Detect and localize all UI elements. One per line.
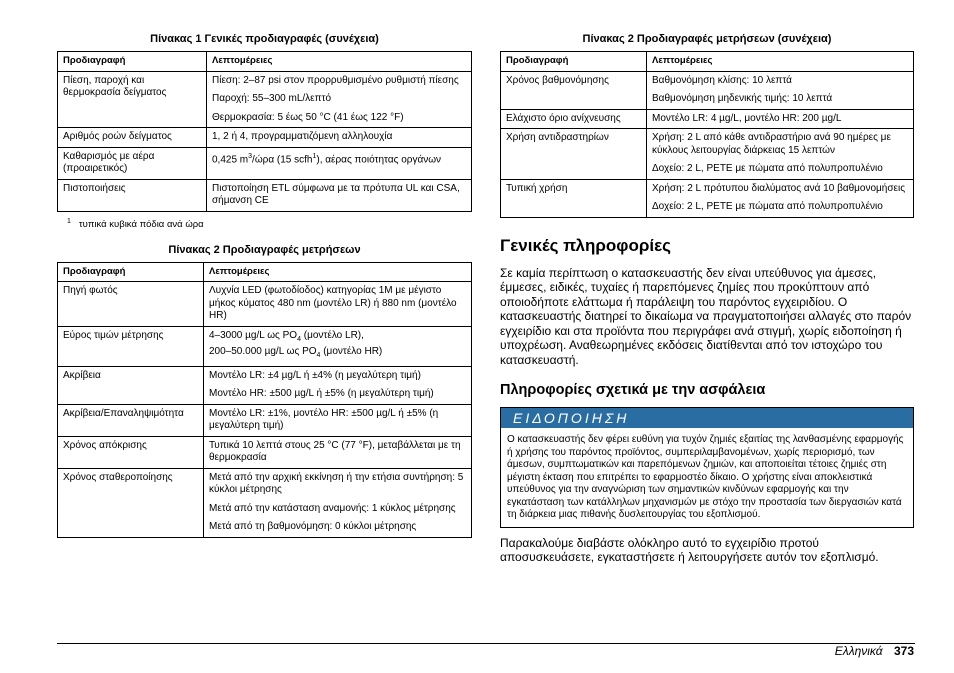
details-cell (207, 147, 472, 179)
general-specs-table (57, 51, 472, 212)
table-row (58, 282, 472, 327)
details-cell: Τυπικά 10 λεπτά στους 25 °C (77 °F), μεταβάλλεται με τη θερμοκρασία (204, 436, 472, 468)
spec-cell: Χρόνος σταθεροποίησης (58, 468, 204, 537)
table-row (501, 129, 914, 180)
spec-cell: Πιστοποιήσεις (58, 179, 207, 211)
table-row (58, 404, 472, 436)
details-line: 0,425 $m^3$/ώρα (15 scfh$^1$), αέρας ποιότητας οργάνων (212, 152, 442, 165)
spec-cell: Τυπική χρήση (501, 179, 647, 217)
table1-footnote: $^1$ τυπικά κυβικά πόδια ανά ώρα (67, 217, 204, 230)
table-row (501, 109, 914, 129)
details-cell: Μοντέλο LR: ±4 µg/L ή ±4% (η μεγαλύτερη τιμή) Μοντέλο HR: ±500 µg/L ή ±5% (η μεγαλύτερη τιμή) (204, 366, 472, 404)
table2-cont-caption: Πίνακας 2 Προδιαγραφές μετρήσεων (συνέχεια) (582, 33, 832, 45)
notice-box (500, 407, 914, 528)
table-row (501, 179, 914, 217)
notice-text: Ο κατασκευαστής δεν φέρει ευθύνη για τυχόν ζημιές εξαιτίας της λανθασμένης εφαρμογής ή χρήσης του παρόντος προϊόντος, συμπεριλαμβανομένων, χωρίς περιορισμό, των άμεσων, συμπτωματικών και παρεπόμενων ζημιών, και αποποιείται τέτοιες ζημιές στη μέγιστη έκταση που επιτρέπει το εφαρμοστέο δίκαιο. Ο χρήστης είναι αποκλειστικά υπεύθυνος για την αναγνώριση των σημαντικών κινδύνων εφαρμογής και την εγκατάσταση των κατάλληλων μηχανισμών με στόχο την προστασία των διεργασιών κατά τη διάρκεια μιας πιθανής δυσλειτουργίας του εξοπλισμού. (507, 434, 904, 520)
spec-cell: Πίεση, παροχή και θερμοκρασία δείγματος (58, 71, 207, 128)
details-cell: Μετά από την αρχική εκκίνηση ή την ετήσια συντήρηση: 5 κύκλοι μέτρησης Μετά από την κατάσταση αναμονής: 1 κύκλος μέτρησης Μετά από τη βαθμονόμηση: 0 κύκλοι μέτρησης (204, 468, 472, 537)
page-number: 373 (893, 644, 914, 658)
details-cell: Μοντέλο LR: 4 µg/L, μοντέλο HR: 200 µg/L (647, 109, 914, 129)
right-column (500, 33, 914, 565)
table-header-row (58, 52, 472, 72)
details-cell: Βαθμονόμηση κλίσης: 10 λεπτά Βαθμονόμηση μηδενικής τιμής: 10 λεπτά (647, 71, 914, 109)
details-cell (207, 128, 472, 148)
table-header-row (501, 52, 914, 72)
spec-cell: Χρόνος απόκρισης (58, 436, 204, 468)
safety-read-text: Παρακαλούμε διαβάστε ολόκληρο αυτό το εγχειρίδιο προτού αποσυσκευάσετε, εγκαταστήσετε ή λειτουργήσετε αυτόν τον εξοπλισμό. (500, 535, 879, 564)
spec-cell: Χρόνος βαθμονόμησης (501, 71, 647, 109)
general-info-heading: Γενικές πληροφορίες (500, 235, 671, 255)
measurement-specs-table (57, 262, 472, 538)
details-line: Πίεση: 2–87 psi στον προρρυθμισμένο ρυθμιστή πίεσης (212, 74, 459, 86)
spec-cell: Χρήση αντιδραστηρίων (501, 129, 647, 180)
table-row (58, 366, 472, 404)
table-row (58, 128, 472, 148)
left-column (57, 33, 472, 538)
col-header-spec: Προδιαγραφή (58, 262, 204, 282)
details-cell: Λυχνία LED (φωτοδίοδος) κατηγορίας 1M με μέγιστο μήκος κύματος 480 nm (μοντέλο LR) ή 880 nm (μοντέλο HR) (204, 282, 472, 327)
details-line: Θερμοκρασία: 5 έως 50 °C (41 έως 122 °F) (212, 111, 404, 123)
details-cell: 4–3000 µg/L ως $PO_4$ (μοντέλο LR), 200–50.000 µg/L ως $PO_4$ (μοντέλο HR) (204, 326, 472, 366)
details-cell: Μοντέλο LR: ±1%, μοντέλο HR: ±500 µg/L ή ±5% (η μεγαλύτερη τιμή) (204, 404, 472, 436)
footer-language: Ελληνικά (834, 644, 883, 658)
table-row (501, 71, 914, 109)
table1-caption: Πίνακας 1 Γενικές προδιαγραφές (συνέχεια) (150, 33, 379, 45)
notice-label: ΕΙΔΟΠΟΙΗΣΗ (501, 408, 913, 428)
details-line: Παροχή: 55–300 mL/λεπτό (212, 93, 332, 104)
spec-cell: Καθαρισμός με αέρα (προαιρετικός) (58, 147, 207, 179)
details-line: Πιστοποίηση ETL σύμφωνα με τα πρότυπα UL και CSA, σήμανση CE (212, 182, 460, 206)
safety-info-heading: Πληροφορίες σχετικά με την ασφάλεια (500, 382, 766, 398)
details-cell: Χρήση: 2 L από κάθε αντιδραστήριο ανά 90 ημέρες με κύκλους λειτουργίας διάρκειας 15 λεπτών Δοχείο: 2 L, PETE με πώματα από πολυπροπυλένιο (647, 129, 914, 180)
footer-divider (57, 643, 915, 644)
col-header-details: Λεπτομέρειες (207, 52, 472, 72)
table2-caption: Πίνακας 2 Προδιαγραφές μετρήσεων (168, 243, 361, 256)
col-header-spec: Προδιαγραφή (58, 52, 207, 72)
spec-cell: Ακρίβεια (58, 366, 204, 404)
spec-cell: Ελάχιστο όριο ανίχνευσης (501, 109, 647, 129)
spec-cell: Αριθμός ροών δείγματος (58, 128, 207, 148)
col-header-details: Λεπτομέρειες (647, 52, 914, 72)
measurement-specs-continued-table (500, 51, 914, 218)
table-header-row (58, 262, 472, 282)
col-header-details: Λεπτομέρειες (204, 262, 472, 282)
table-row (58, 326, 472, 366)
table-row (58, 468, 472, 537)
table-row (58, 179, 472, 211)
table-row (58, 436, 472, 468)
table-row (58, 71, 472, 128)
spec-cell: Εύρος τιμών μέτρησης (58, 326, 204, 366)
page-footer (835, 644, 914, 658)
details-line: 1, 2 ή 4, προγραμματιζόμενη αλληλουχία (212, 131, 393, 142)
general-info-text: Σε καμία περίπτωση ο κατασκευαστής δεν είναι υπεύθυνος για άμεσες, έμμεσες, ειδικές, τυχαίες ή παρεπόμενες ζημίες που προκύπτουν από οποιοδήποτε ελάττωμα ή παράλειψη του παρόντος εγχειριδίου. Ο κατασκευαστής διατηρεί το δικαίωμα να πραγματοποιήσει αλλαγές στο παρόν εγχειρίδιο και στα προϊόντα που περιγράφει ανά στιγμή, χωρίς ειδοποίηση ή υποχρέωση. Αναθεωρημένες εκδόσεις διατίθενται από τον ιστοχώρο του κατασκευαστή. (500, 265, 912, 367)
col-header-spec: Προδιαγραφή (501, 52, 647, 72)
spec-cell: Πηγή φωτός (58, 282, 204, 327)
details-cell (207, 179, 472, 211)
details-cell: Χρήση: 2 L πρότυπου διαλύματος ανά 10 βαθμονομήσεις Δοχείο: 2 L, PETE με πώματα από πολυπροπυλένιο (647, 179, 914, 217)
details-cell (207, 71, 472, 128)
table-row (58, 147, 472, 179)
spec-cell: Ακρίβεια/Επαναληψιμότητα (58, 404, 204, 436)
